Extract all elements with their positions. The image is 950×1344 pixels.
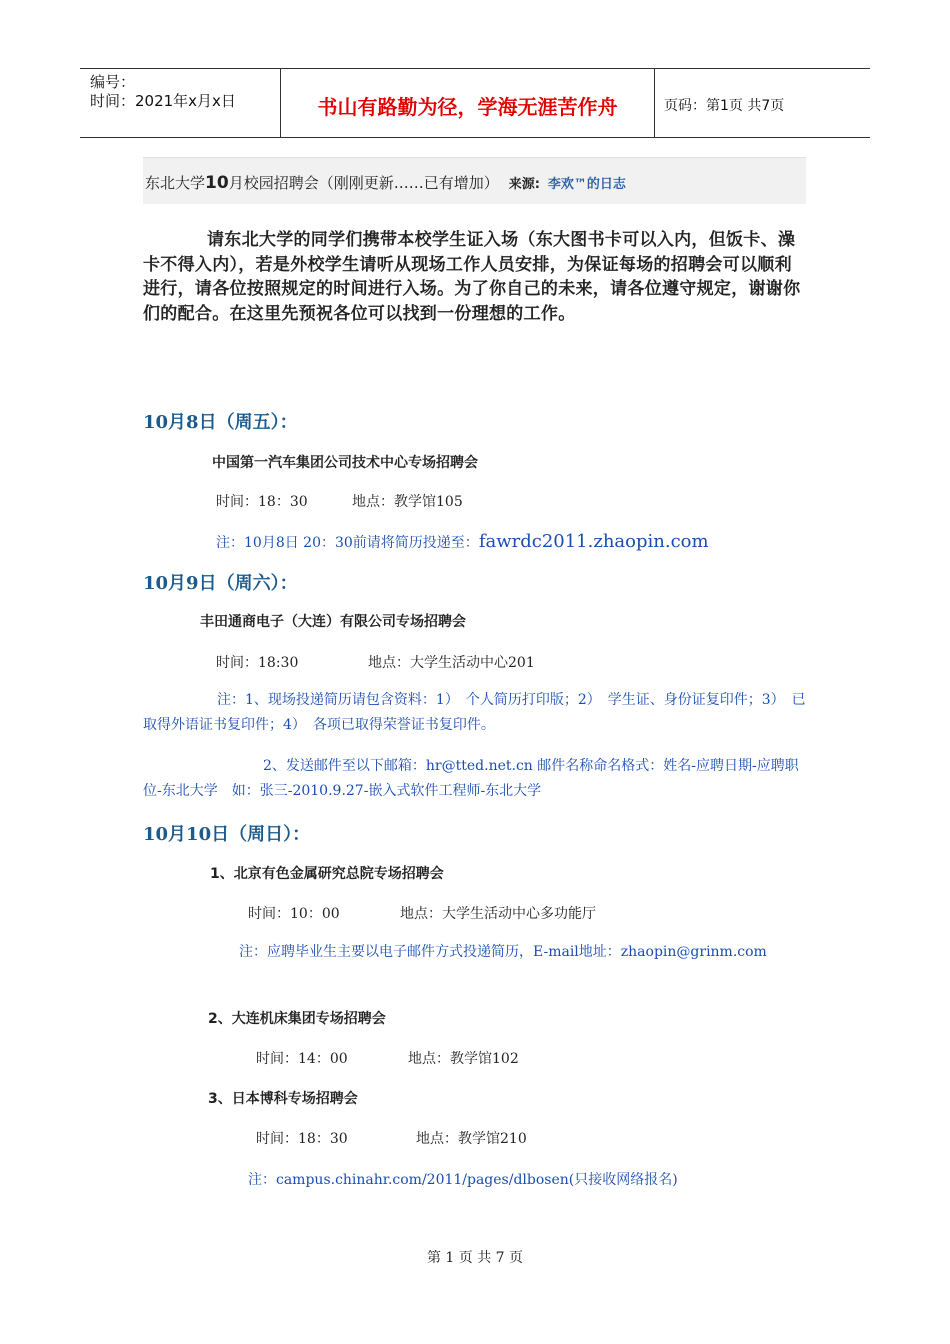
page-footer: 第 1 页 共 7 页 xyxy=(426,1250,524,1266)
divider xyxy=(654,69,655,137)
day2-note1: 注：1、现场投递简历请包含资料：1） 个人简历打印版；2） 学生证、身份证复印件；3） 已取得外语证书复印件；4） 各项已取得荣誉证书复印件。 xyxy=(143,692,806,733)
day1-place: 地点：教学馆105 xyxy=(352,494,463,510)
day3-company-1-time: 时间：10：00 xyxy=(248,906,340,922)
day2-note2: 2、发送邮件至以下邮箱：hr@tted.net.cn 邮件名称命名格式：姓名-应聘日期-应聘职位-东北大学 如：张三-2010.9.27-嵌入式软件工程师-东北大学 xyxy=(143,758,799,799)
day1-time: 时间：18：30 xyxy=(216,494,308,510)
day3-company-1-place: 地点：大学生活动中心多功能厅 xyxy=(400,906,596,922)
day1-note-link[interactable]: fawrdc2011.zhaopin.com xyxy=(478,531,709,552)
title-prefix: 东北大学 xyxy=(145,174,206,192)
day2-time: 时间：18:30 xyxy=(216,655,299,671)
article-title-bar xyxy=(143,157,806,204)
motto: 书山有路勤为径，学海无涯苦作舟 xyxy=(317,95,618,119)
day3-company-3: 3、日本博科专场招聘会 xyxy=(208,1091,358,1107)
time-label: 时间：2021年x月x日 xyxy=(90,92,236,110)
day1-note-text: 注：10月8日 20：30前请将简历投递至： xyxy=(216,535,479,551)
page-label: 页码：第1页 共7页 xyxy=(664,98,785,114)
day1-date: 10月8日（周五）： xyxy=(143,412,298,433)
day2-date: 10月9日（周六）： xyxy=(143,573,298,594)
day1-company: 中国第一汽车集团公司技术中心专场招聘会 xyxy=(212,455,478,471)
article-title xyxy=(145,172,626,193)
day3-company-1: 1、北京有色金属研究总院专场招聘会 xyxy=(210,866,444,882)
day3-company-2-time: 时间：14：00 xyxy=(256,1051,348,1067)
day3-company-3-time: 时间：18：30 xyxy=(256,1131,348,1147)
source-label: 来源: xyxy=(508,177,540,192)
day1-note xyxy=(216,531,709,552)
day3-company-1-note: 注：应聘毕业生主要以电子邮件方式投递简历，E-mail地址：zhaopin@grinm.com xyxy=(239,944,767,960)
title-number: 10 xyxy=(205,173,229,193)
page-header xyxy=(80,68,870,138)
day3-date: 10月10日（周日）： xyxy=(143,824,311,845)
day3-company-3-place: 地点：教学馆210 xyxy=(416,1131,527,1147)
title-suffix: 月校园招聘会（刚刚更新……已有增加） xyxy=(228,174,499,192)
intro-text: 请东北大学的同学们携带本校学生证入场（东大图书卡可以入内，但饭卡、澡卡不得入内），若是外校学生请听从现场工作人员安排，为保证每场的招聘会可以顺利进行，请各位按照规定的时间进行入场。为了你自己的未来，请各位遵守规定，谢谢你们的配合。在这里先预祝各位可以找到一份理想的工作。 xyxy=(143,230,801,324)
day2-place: 地点：大学生活动中心201 xyxy=(368,655,535,671)
day3-company-2: 2、大连机床集团专场招聘会 xyxy=(208,1011,386,1027)
header-meta xyxy=(90,73,280,111)
number-label: 编号： xyxy=(90,73,136,91)
day3-company-3-note: 注：campus.chinahr.com/2011/pages/dlbosen(只接收网络报名) xyxy=(248,1172,678,1188)
intro-paragraph xyxy=(143,228,809,326)
day3-company-2-place: 地点：教学馆102 xyxy=(408,1051,519,1067)
author-link[interactable]: 李欢™的日志 xyxy=(547,177,626,192)
day2-company: 丰田通商电子（大连）有限公司专场招聘会 xyxy=(200,614,466,630)
